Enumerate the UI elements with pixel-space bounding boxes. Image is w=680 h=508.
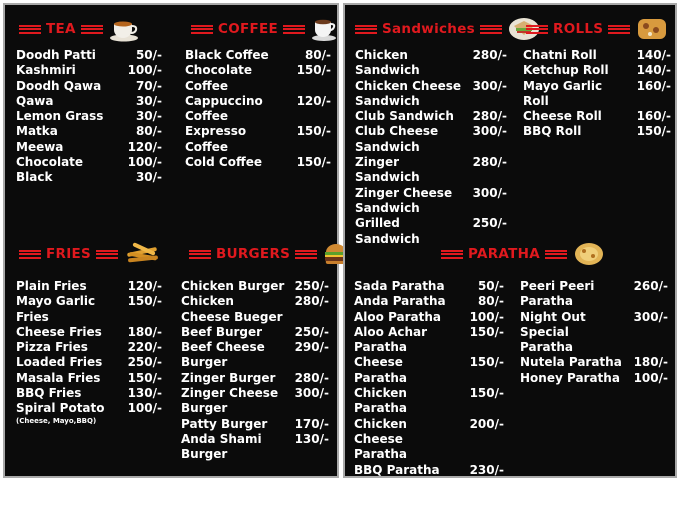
menu-item-name: Zinger Cheese Sandwich bbox=[355, 185, 453, 215]
paratha-title: PARATHA bbox=[468, 246, 540, 262]
menu-item-price: 230/- bbox=[469, 462, 504, 477]
coffee-title: COFFEE bbox=[218, 21, 279, 37]
menu-item bbox=[354, 493, 504, 508]
menu-item-price: 150/- bbox=[296, 155, 331, 170]
right-menu-panel bbox=[343, 3, 677, 508]
menu-item-price: 250/- bbox=[469, 477, 504, 492]
menu-item-name: Loaded Fries bbox=[16, 355, 103, 370]
coffee-header bbox=[191, 17, 337, 41]
coffee-cup-icon bbox=[311, 16, 337, 42]
menu-item-price: 30/- bbox=[135, 93, 162, 108]
fries-title: FRIES bbox=[46, 246, 92, 262]
paratha-list-right bbox=[520, 279, 668, 386]
menu-item-name: Honey Paratha bbox=[520, 370, 620, 385]
menu-item-price: 80/- bbox=[135, 124, 162, 139]
menu-item-price: 120/- bbox=[127, 279, 162, 293]
menu-item-price: 300/- bbox=[472, 185, 507, 200]
menu-item-price: 50/- bbox=[477, 279, 504, 293]
menu-item bbox=[523, 63, 671, 78]
menu-item bbox=[16, 48, 162, 63]
tea-cup-icon bbox=[109, 16, 139, 42]
menu-item-name: Spiral Potato (Cheese, Mayo,BBQ) bbox=[16, 401, 120, 425]
menu-item bbox=[16, 124, 162, 139]
burgers-list bbox=[181, 279, 329, 463]
menu-item bbox=[181, 294, 329, 325]
tea-title: TEA bbox=[46, 21, 76, 37]
header-stripes bbox=[526, 25, 548, 34]
menu-item bbox=[181, 325, 329, 340]
header-stripes bbox=[283, 25, 305, 34]
menu-item-name: Sada Paratha bbox=[354, 279, 445, 293]
header-stripes bbox=[480, 25, 502, 34]
menu-item-name: Night Out Special Paratha bbox=[520, 309, 586, 355]
menu-item bbox=[185, 124, 331, 155]
menu-item-name: Cheese Roll bbox=[523, 109, 602, 124]
menu-item bbox=[355, 48, 507, 79]
menu-item-name: Chocolate bbox=[16, 155, 84, 170]
menu-item bbox=[523, 79, 671, 110]
menu-item-name: Chatni Roll bbox=[523, 48, 597, 62]
menu-item-price: 120/- bbox=[296, 93, 331, 108]
coffee-list bbox=[185, 48, 331, 170]
header-stripes bbox=[189, 250, 211, 259]
menu-item-name: Chicken Cheese Sandwich bbox=[355, 78, 462, 108]
menu-item-name: Pizza Paratha bbox=[354, 493, 447, 508]
menu-item-price: 180/- bbox=[127, 324, 162, 339]
menu-item-name: Chocolate Coffee bbox=[185, 63, 253, 93]
menu-item-price: 150/- bbox=[127, 294, 162, 309]
menu-item-name: Beef Burger bbox=[181, 324, 263, 339]
menu-item bbox=[355, 186, 507, 217]
header-stripes bbox=[191, 25, 213, 34]
menu-item-name: Black bbox=[16, 170, 53, 185]
menu-item-name: Lemon Grass bbox=[16, 109, 104, 124]
fries-icon bbox=[124, 242, 162, 266]
menu-item-name: Anda Shami Burger bbox=[181, 431, 262, 462]
menu-item-price: 150/- bbox=[296, 124, 331, 139]
menu-item-price: 80/- bbox=[304, 48, 331, 62]
menu-item bbox=[181, 386, 329, 417]
menu-item-name: Cold Coffee bbox=[185, 155, 262, 170]
menu-item bbox=[520, 310, 668, 356]
header-stripes bbox=[545, 250, 567, 259]
menu-item-price: 280/- bbox=[472, 48, 507, 62]
menu-item-price: 250/- bbox=[294, 279, 329, 293]
menu-item bbox=[181, 371, 329, 386]
menu-item-name: Cappuccino Coffee bbox=[185, 93, 263, 124]
menu-item-name: Patty Burger bbox=[181, 416, 268, 431]
menu-item bbox=[16, 386, 162, 401]
menu-item-price: 290/- bbox=[294, 340, 329, 355]
menu-item-price: 150/- bbox=[469, 355, 504, 370]
menu-item-price: 150/- bbox=[127, 370, 162, 385]
menu-item-price: 100/- bbox=[633, 370, 668, 385]
menu-item bbox=[354, 310, 504, 325]
header-stripes bbox=[295, 250, 317, 259]
menu-item-name: Club Cheese Sandwich bbox=[355, 124, 439, 154]
menu-item-name: Anda Paratha bbox=[354, 294, 446, 309]
menu-item bbox=[16, 170, 162, 185]
sandwiches-header bbox=[355, 17, 540, 41]
menu-item bbox=[16, 155, 162, 170]
menu-item-name: BBQ Paratha bbox=[354, 462, 440, 477]
menu-item-name: Peeri Peeri Paratha bbox=[520, 279, 595, 309]
menu-item-name: BBQ Fries bbox=[16, 386, 82, 401]
menu-item-name: Zinger Cheese Burger bbox=[181, 386, 279, 416]
menu-item bbox=[16, 340, 162, 355]
menu-item bbox=[185, 48, 331, 63]
menu-item-name: Beef Cheese Burger bbox=[181, 340, 265, 370]
tea-header bbox=[19, 17, 139, 41]
header-stripes bbox=[96, 250, 118, 259]
menu-item-name: Kashmiri bbox=[16, 63, 76, 78]
menu-item bbox=[354, 417, 504, 463]
menu-item bbox=[354, 463, 504, 478]
menu-item-name: Club Sandwich bbox=[355, 109, 454, 124]
menu-item bbox=[523, 48, 671, 63]
menu-item-name: Plain Fries bbox=[16, 279, 87, 293]
menu-item bbox=[354, 279, 504, 294]
header-stripes bbox=[81, 25, 103, 34]
menu-item-price: 300/- bbox=[472, 78, 507, 93]
menu-item bbox=[185, 155, 331, 170]
menu-item bbox=[523, 124, 671, 139]
header-stripes bbox=[19, 25, 41, 34]
menu-item-name: Nutela Paratha bbox=[520, 355, 622, 370]
menu-item bbox=[181, 340, 329, 371]
menu-item-name: Cheese Fries bbox=[16, 324, 102, 339]
menu-item-price: 160/- bbox=[636, 78, 671, 93]
menu-item-price: 260/- bbox=[633, 279, 668, 293]
paratha-header bbox=[441, 242, 605, 266]
menu-item bbox=[355, 124, 507, 155]
menu-item-price: 280/- bbox=[472, 109, 507, 124]
menu-item-price: 300/- bbox=[294, 386, 329, 401]
menu-item bbox=[185, 63, 331, 94]
menu-item-price: 160/- bbox=[636, 109, 671, 124]
menu-item-name: BBQ Roll bbox=[523, 124, 582, 139]
menu-item-price: 170/- bbox=[294, 416, 329, 431]
paratha-icon bbox=[573, 241, 605, 267]
menu-item bbox=[181, 432, 329, 463]
menu-item bbox=[355, 155, 507, 186]
header-stripes bbox=[19, 250, 41, 259]
menu-item-price: 140/- bbox=[636, 48, 671, 62]
menu-item bbox=[16, 63, 162, 78]
menu-item-price: 250/- bbox=[472, 216, 507, 231]
menu-item-name: Cheese Paratha bbox=[354, 355, 407, 385]
menu-item bbox=[523, 109, 671, 124]
rolls-header bbox=[526, 17, 668, 41]
rolls-title: ROLLS bbox=[553, 21, 604, 37]
menu-item bbox=[181, 279, 329, 294]
menu-item bbox=[354, 355, 504, 386]
menu-item-price: 150/- bbox=[469, 386, 504, 401]
menu-item-price: 130/- bbox=[127, 386, 162, 401]
menu-item bbox=[185, 94, 331, 125]
menu-item-name: Expresso Coffee bbox=[185, 124, 247, 154]
menu-item bbox=[520, 371, 668, 386]
menu-item bbox=[354, 294, 504, 309]
menu-item-name: Mayo Garlic Fries bbox=[16, 294, 96, 324]
roll-icon bbox=[636, 16, 668, 42]
menu-item bbox=[16, 140, 162, 155]
menu-item-price: 120/- bbox=[127, 139, 162, 154]
menu-item-name: Doodh Patti bbox=[16, 48, 96, 62]
menu-item-note: (Cheese, Mayo,BBQ) bbox=[16, 416, 97, 425]
menu-item-name: Doodh Qawa bbox=[16, 78, 102, 93]
menu-item-name: Grilled Sandwich bbox=[355, 216, 420, 246]
menu-item-name: Masala Fries bbox=[16, 370, 101, 385]
menu-item-price: 300/- bbox=[633, 309, 668, 324]
fries-header bbox=[19, 242, 162, 266]
menu-item-name: Mayo Garlic Roll bbox=[523, 78, 603, 108]
menu-item-price: 260/- bbox=[469, 493, 504, 508]
menu-item-price: 100/- bbox=[127, 401, 162, 416]
menu-item-price: 200/- bbox=[469, 416, 504, 431]
menu-item-price: 150/- bbox=[636, 124, 671, 139]
header-stripes bbox=[441, 250, 463, 259]
menu-item-name: Qawa bbox=[16, 93, 54, 108]
menu-item-name: Pizza Fries bbox=[16, 340, 88, 355]
header-stripes bbox=[608, 25, 630, 34]
menu-item-name: Black Coffee bbox=[185, 48, 269, 62]
menu-item-name: Aloo Achar Paratha bbox=[354, 324, 428, 355]
menu-item-price: 280/- bbox=[472, 155, 507, 170]
menu-item bbox=[16, 371, 162, 386]
menu-item-price: 140/- bbox=[636, 63, 671, 78]
menu-item-name: Chicken Cheese Bueger bbox=[181, 294, 283, 324]
menu-item bbox=[354, 325, 504, 356]
menu-item-name: Chicken Burger bbox=[181, 279, 285, 293]
menu-item-name: Aloo Paratha bbox=[354, 309, 442, 324]
menu-item-price: 250/- bbox=[294, 324, 329, 339]
menu-item bbox=[16, 294, 162, 325]
menu-item bbox=[16, 325, 162, 340]
header-stripes bbox=[355, 25, 377, 34]
menu-item bbox=[354, 478, 504, 493]
menu-item bbox=[354, 386, 504, 417]
menu-item-price: 30/- bbox=[135, 109, 162, 124]
menu-item-name: Zinger Burger bbox=[181, 370, 276, 385]
menu-item-price: 100/- bbox=[469, 309, 504, 324]
menu-item-price: 280/- bbox=[294, 370, 329, 385]
menu-item bbox=[520, 355, 668, 370]
burgers-title: BURGERS bbox=[216, 246, 291, 262]
menu-item-price: 70/- bbox=[135, 78, 162, 93]
rolls-list bbox=[523, 48, 671, 140]
sandwiches-title: Sandwiches bbox=[382, 21, 476, 37]
menu-item-name: Ketchup Roll bbox=[523, 63, 609, 78]
menu-item-price: 250/- bbox=[127, 355, 162, 370]
menu-item bbox=[16, 355, 162, 370]
menu-item-name: Chicken Sandwich bbox=[355, 48, 420, 78]
menu-item-price: 80/- bbox=[477, 294, 504, 309]
menu-item-name: Matka bbox=[16, 124, 58, 139]
menu-item-name: Chicken Paratha bbox=[354, 386, 407, 416]
menu-item bbox=[16, 94, 162, 109]
menu-item-price: 300/- bbox=[472, 124, 507, 139]
menu-item bbox=[181, 417, 329, 432]
left-menu-panel bbox=[3, 3, 339, 478]
menu-item-name: Zinger Sandwich bbox=[355, 155, 420, 185]
menu-item-price: 220/- bbox=[127, 340, 162, 355]
menu-item bbox=[16, 79, 162, 94]
menu-item-name: Meewa bbox=[16, 139, 64, 154]
fries-list bbox=[16, 279, 162, 426]
menu-item-price: 150/- bbox=[296, 63, 331, 78]
menu-item-name: Chicken Cheese Paratha bbox=[354, 416, 407, 462]
menu-item-price: 50/- bbox=[135, 48, 162, 62]
menu-item-price: 30/- bbox=[135, 170, 162, 185]
menu-item-price: 150/- bbox=[469, 324, 504, 339]
menu-item-price: 100/- bbox=[127, 155, 162, 170]
sandwiches-list bbox=[355, 48, 507, 247]
menu-item-name: Arabic Paratha bbox=[354, 477, 455, 492]
burgers-header bbox=[189, 242, 349, 266]
tea-list bbox=[16, 48, 162, 186]
menu-item-price: 280/- bbox=[294, 294, 329, 309]
menu-item bbox=[520, 279, 668, 310]
menu-item bbox=[355, 109, 507, 124]
menu-item bbox=[355, 79, 507, 110]
menu-item-price: 130/- bbox=[294, 431, 329, 446]
menu-item bbox=[16, 109, 162, 124]
menu-item-price: 100/- bbox=[127, 63, 162, 78]
menu-item bbox=[16, 279, 162, 294]
menu-item-price: 180/- bbox=[633, 355, 668, 370]
paratha-list-left bbox=[354, 279, 504, 508]
menu-item bbox=[16, 401, 162, 425]
